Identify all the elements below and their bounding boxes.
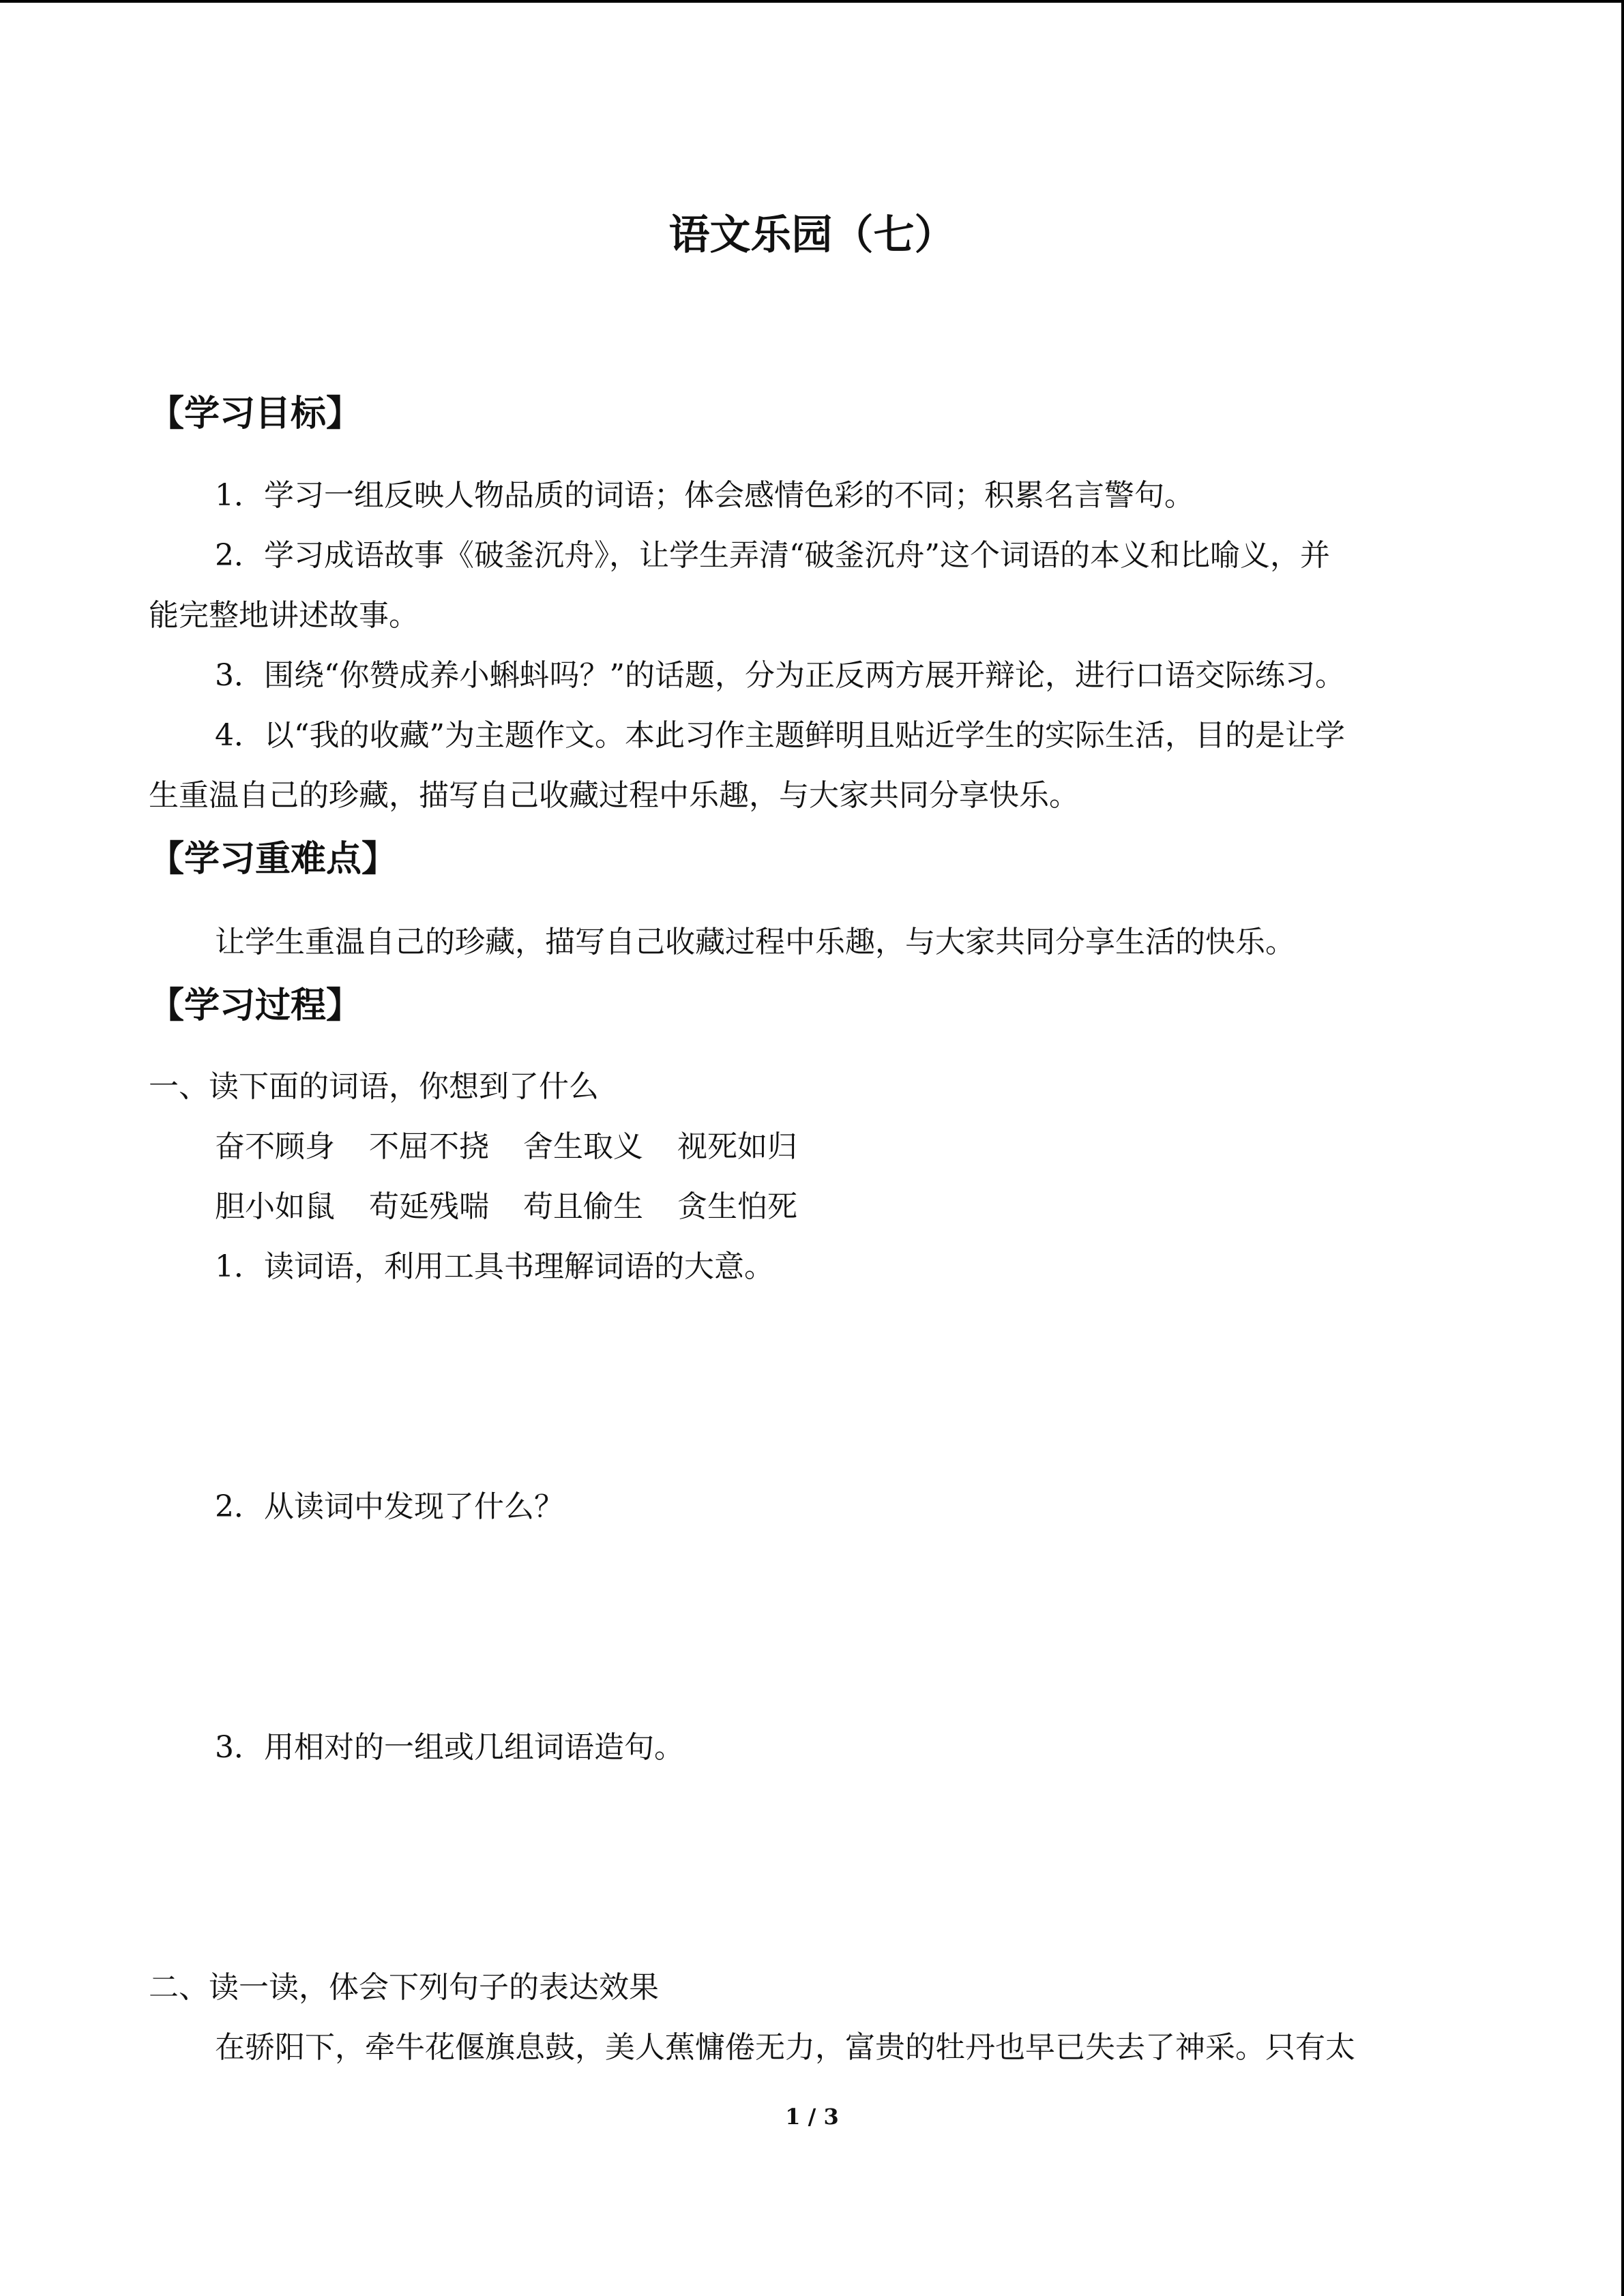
word: 舍生取义: [523, 1129, 643, 1164]
process-heading: 【学习过程】: [149, 985, 362, 1026]
goals-heading: 【学习目标】: [149, 393, 362, 434]
part2-heading: 二、读一读，体会下列句子的表达效果: [149, 1970, 659, 2005]
part2-text: 在骄阳下，牵牛花偃旗息鼓，美人蕉慵倦无力，富贵的牡丹也早已失去了神采。只有太: [215, 2030, 1355, 2065]
page-number: 1 / 3: [785, 2104, 839, 2130]
page-title: 语文乐园（七）: [668, 211, 956, 259]
question-1: 1．读词语，利用工具书理解词语的大意。: [215, 1249, 774, 1284]
word: 奋不顾身: [215, 1129, 335, 1164]
word: 贪生怕死: [677, 1189, 797, 1224]
question-3: 3．用相对的一组或几组词语造句。: [215, 1730, 684, 1765]
word-row-positive: [215, 1127, 831, 1167]
goal-item-4: 4．以“我的收藏”为主题作文。本此习作主题鲜明且贴近学生的实际生活，目的是让学: [215, 718, 1345, 753]
goal-item-4-continued: 生重温自己的珍藏，描写自己收藏过程中乐趣，与大家共同分享快乐。: [149, 778, 1079, 813]
goal-item-2: 2．学习成语故事《破釜沉舟》，让学生弄清“破釜沉舟”这个词语的本义和比喻义，并: [215, 538, 1330, 573]
page-border-right: [1621, 0, 1624, 2296]
goal-item-3: 3．围绕“你赞成养小蝌蚪吗？”的话题，分为正反两方展开辩论，进行口语交际练习。: [215, 658, 1345, 693]
word: 视死如归: [677, 1129, 797, 1164]
word: 苟且偷生: [523, 1189, 643, 1224]
goal-item-2-continued: 能完整地讲述故事。: [149, 598, 419, 633]
word: 苟延残喘: [369, 1189, 489, 1224]
question-2: 2．从读词中发现了什么？: [215, 1489, 564, 1524]
word: 胆小如鼠: [215, 1189, 335, 1224]
page-border-top: [0, 0, 1624, 3]
word-row-negative: [215, 1187, 831, 1227]
key-points-text: 让学生重温自己的珍藏，描写自己收藏过程中乐趣，与大家共同分享生活的快乐。: [215, 925, 1295, 959]
key-points-heading: 【学习重难点】: [149, 838, 398, 880]
part1-heading: 一、读下面的词语，你想到了什么: [149, 1069, 599, 1104]
word: 不屈不挠: [369, 1129, 489, 1164]
goal-item-1: 1．学习一组反映人物品质的词语；体会感情色彩的不同；积累名言警句。: [215, 478, 1194, 513]
